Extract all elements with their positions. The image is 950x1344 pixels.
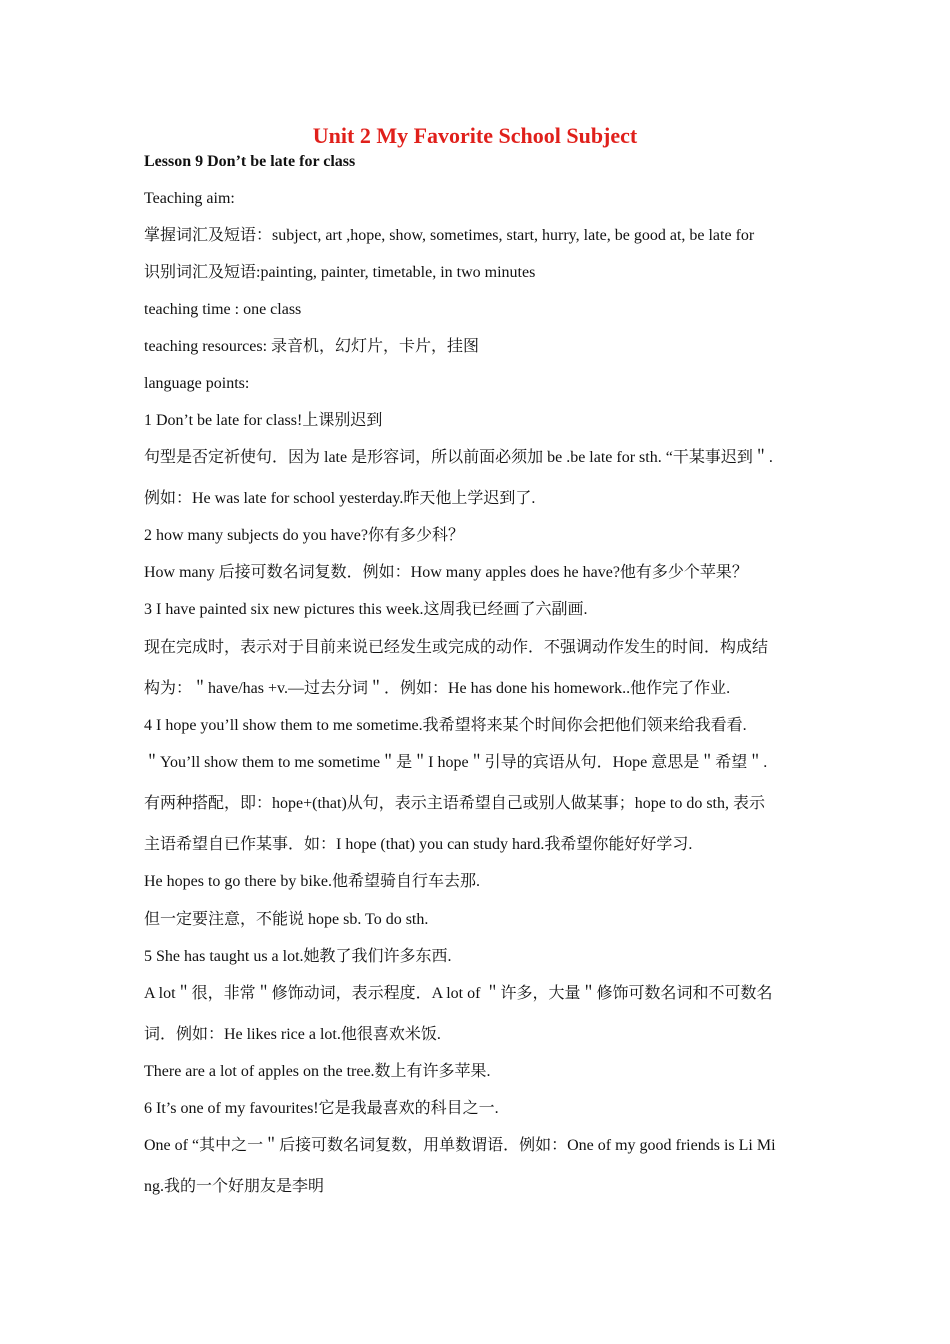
body-line: 构为：＂have/has +v.—过去分词＂．例如：He has done his homework..他作完了作业. — [144, 680, 731, 697]
body-line: 例如：He was late for school yesterday.昨天他上学迟到了. — [144, 490, 536, 507]
document-title: Unit 2 My Favorite School Subject — [312, 123, 638, 148]
body-line: 主语希望自已作某事．如：I hope (that) you can study hard.我希望你能好好学习. — [144, 836, 693, 853]
body-line: 3 I have painted six new pictures this week.这周我已经画了六副画. — [144, 601, 588, 618]
body-line: 5 She has taught us a lot.她教了我们许多东西. — [144, 948, 452, 965]
body-line: 但一定要注意，不能说 hope sb. To do sth. — [144, 911, 429, 928]
body-line: 4 I hope you’ll show them to me sometime.我希望将来某个时间你会把他们领来给我看看. — [144, 717, 747, 734]
body-line: teaching time : one class — [144, 301, 302, 318]
body-line: Teaching aim: — [144, 190, 235, 207]
body-line: 1 Don’t be late for class!上课别迟到 — [144, 412, 383, 429]
body-line: There are a lot of apples on the tree.数上有许多苹果. — [144, 1063, 491, 1080]
body-line: 现在完成时，表示对于目前来说已经发生或完成的动作．不强调动作发生的时间．构成结 — [144, 639, 769, 656]
body-line: ＂You’ll show them to me sometime＂是＂I hope＂引导的宾语从句．Hope 意思是＂希望＂. — [144, 754, 768, 771]
body-line: How many 后接可数名词复数．例如：How many apples does he have?他有多少个苹果？ — [144, 564, 748, 581]
body-line: 有两种搭配，即：hope+(that)从句，表示主语希望自己或别人做某事；hope to do sth, 表示 — [144, 795, 765, 812]
body-line: 句型是否定祈使句．因为 late 是形容词，所以前面必须加 be .be late for sth. “干某事迟到＂. — [144, 449, 773, 466]
body-line: 6 It’s one of my favourites!它是我最喜欢的科目之一. — [144, 1100, 499, 1117]
body-line: One of “其中之一＂后接可数名词复数，用单数谓语．例如：One of my good friends is Li Mi — [144, 1137, 776, 1154]
body-line: A lot＂很，非常＂修饰动词，表示程度．A lot of ＂许多，大量＂修饰可数名词和不可数名 — [144, 985, 773, 1002]
body-line: 掌握词汇及短语：subject, art ,hope, show, sometimes, start, hurry, late, be good at, be late for — [144, 227, 755, 244]
body-line: He hopes to go there by bike.他希望骑自行车去那. — [144, 873, 480, 890]
body-line: 词．例如：He likes rice a lot.他很喜欢米饭. — [144, 1026, 441, 1043]
body-line: language points: — [144, 375, 250, 392]
body-line: ng.我的一个好朋友是李明 — [144, 1178, 325, 1195]
body-line: 识别词汇及短语:painting, painter, timetable, in two minutes — [144, 264, 536, 281]
body-line: teaching resources: 录音机，幻灯片，卡片，挂图 — [144, 338, 480, 355]
body-line: 2 how many subjects do you have?你有多少科？ — [144, 527, 464, 544]
lesson-heading: Lesson 9 Don’t be late for class — [144, 153, 356, 170]
